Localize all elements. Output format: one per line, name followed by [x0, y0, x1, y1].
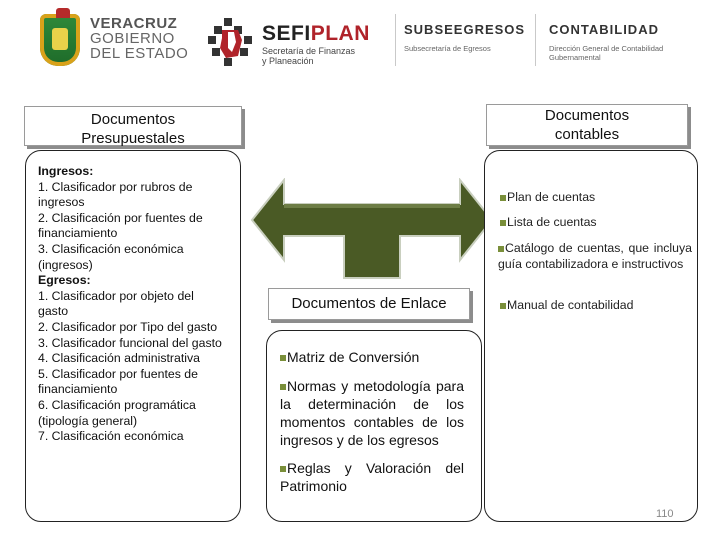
header-divider	[395, 14, 396, 66]
list-item: 3. Clasificador funcional del gasto	[38, 335, 222, 350]
enlace-header	[268, 288, 470, 320]
list-item: 5. Clasificador por fuentes de financiamiento	[38, 366, 198, 397]
ingresos-label: Ingresos:	[38, 164, 94, 178]
bullet-icon	[500, 303, 506, 309]
bullet-icon	[280, 384, 286, 390]
list-item: 1. Clasificador por objeto del gasto	[38, 288, 194, 319]
list-item: Manual de contabilidad	[500, 297, 680, 313]
bullet-icon	[498, 246, 504, 252]
page-number: 110	[656, 508, 674, 520]
contables-header	[486, 104, 688, 146]
list-item: Matriz de Conversión	[280, 348, 466, 366]
sefiplan-logo	[208, 16, 378, 71]
veracruz-map-icon	[208, 18, 254, 66]
veracruz-line3: DEL ESTADO	[90, 45, 189, 62]
list-item: 1. Clasificador por rubros de ingresos	[38, 179, 193, 210]
veracruz-logo	[36, 14, 196, 72]
enlace-title: Documentos de Enlace	[291, 295, 447, 312]
presupuestales-list	[38, 164, 224, 445]
veracruz-crest-icon	[40, 14, 80, 66]
list-item: 2. Clasificación por fuentes de financiamiento	[38, 210, 203, 241]
list-item: Catálogo de cuentas, que incluya guía contabilizadora e instructivos	[498, 241, 692, 271]
list-item: 7. Clasificación económica	[38, 429, 184, 444]
contabilidad-subtitle: Dirección General de Contabilidad Gubernamental	[549, 44, 664, 62]
link-arrow-icon	[244, 178, 500, 280]
sefiplan-subtitle: Secretaría de Finanzas y Planeación	[262, 46, 356, 66]
presupuestales-header	[24, 106, 242, 146]
sefiplan-name: SEFIPLAN	[262, 22, 370, 45]
bullet-icon	[280, 355, 286, 361]
egresos-label: Egresos:	[38, 273, 91, 288]
list-item: Reglas y Valoración del Patrimonio	[280, 460, 464, 494]
contabilidad-title: CONTABILIDAD	[549, 22, 659, 37]
list-item: Plan de cuentas	[500, 189, 680, 205]
bullet-icon	[280, 466, 286, 472]
veracruz-line1: VERACRUZ	[90, 15, 178, 32]
subsecretaria-title: SUBSEEGRESOS	[404, 22, 526, 37]
subsecretaria-subtitle: Subsecretaría de Egresos	[404, 44, 491, 53]
list-item: 3. Clasificación económica (ingresos)	[38, 241, 184, 272]
contables-title: Documentos contables	[544, 107, 630, 143]
veracruz-line2: GOBIERNO	[90, 30, 175, 47]
list-item: 6. Clasificación programática (tipología general)	[38, 397, 196, 428]
list-item: Normas y metodología para la determinación de los momentos contables de los ingresos y de los egresos	[280, 378, 464, 448]
header-divider	[535, 14, 536, 66]
list-item: 2. Clasificador por Tipo del gasto	[38, 319, 218, 334]
bullet-icon	[500, 195, 506, 201]
contables-panel	[484, 150, 698, 522]
veracruz-wordmark	[90, 16, 188, 61]
list-item: 4. Clasificación administrativa	[38, 351, 200, 366]
list-item: Lista de cuentas	[500, 214, 680, 230]
bullet-icon	[500, 220, 506, 226]
presupuestales-title: Documentos Presupuestales	[81, 111, 185, 147]
